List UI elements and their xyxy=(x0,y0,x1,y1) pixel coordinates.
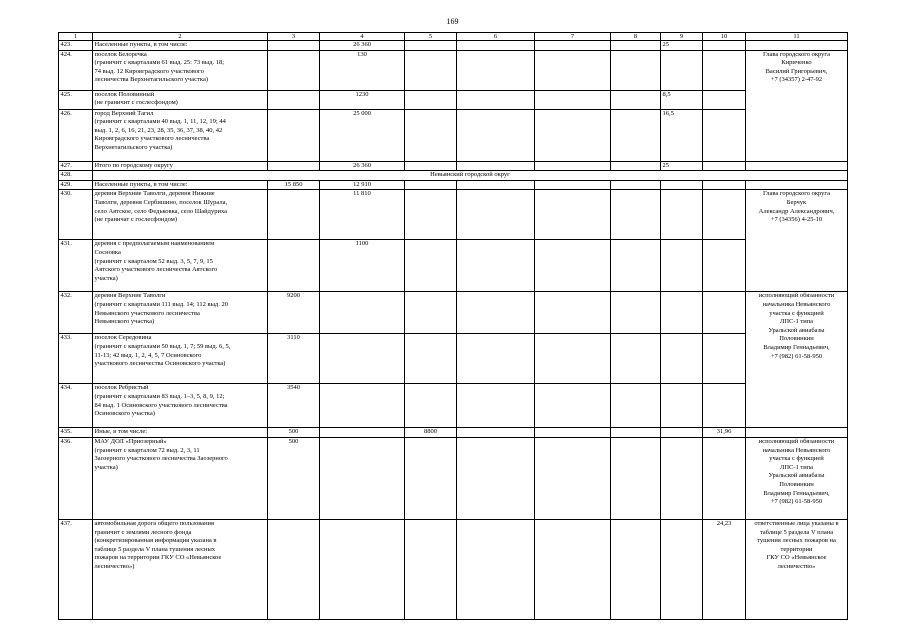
column-header: 9 xyxy=(661,33,703,41)
settlement-name: поселок Ребристый (граничит с кварталами 83 выд. 1–3, 5, 8, 9, 12; 84 выд. 1 Осиновского участкового лесничества Осиновского участка) xyxy=(93,384,268,428)
column-header: 8 xyxy=(611,33,661,41)
row-number: 426. xyxy=(59,109,93,161)
cell-col4 xyxy=(320,437,405,519)
cell-col5 xyxy=(405,180,457,190)
table-row xyxy=(59,519,848,619)
row-number: 429. xyxy=(59,180,93,190)
forest-fire-plan-table xyxy=(58,32,848,620)
cell-col7 xyxy=(535,519,611,619)
row-number: 436. xyxy=(59,437,93,519)
cell-col10 xyxy=(703,437,746,519)
cell-col6 xyxy=(457,90,535,109)
table-row xyxy=(59,90,848,109)
cell-col6 xyxy=(457,519,535,619)
cell-col5 xyxy=(405,90,457,109)
settlement-name: Иные, в том числе: xyxy=(93,428,268,438)
cell-col7 xyxy=(535,190,611,240)
cell-col8 xyxy=(611,384,661,428)
column-header: 10 xyxy=(703,33,746,41)
table-row xyxy=(59,437,848,519)
column-header: 4 xyxy=(320,33,405,41)
row-number: 428. xyxy=(59,171,93,181)
cell-col9 xyxy=(661,50,703,90)
cell-col9 xyxy=(661,334,703,384)
cell-col3 xyxy=(268,190,320,240)
column-header: 11 xyxy=(746,33,848,41)
settlement-name: поселок Белоречка (граничит с кварталами 61 выд. 25: 73 выд. 18; 74 выд. 12 Кировградского участкового лесничества Верхнетагильского участка) xyxy=(93,50,268,90)
cell-col4: 26 360 xyxy=(320,41,405,51)
cell-col5 xyxy=(405,109,457,161)
responsible-contact: исполняющий обязанности начальника Невьянского участка с функцией ЛПС-1 типа Уральской авиабазы Половинкин Владимир Геннадьевич, +7 (982) 61-58-950 xyxy=(746,292,848,428)
column-header: 6 xyxy=(457,33,535,41)
settlement-name: поселок Половинный (не граничит с гослесфондом) xyxy=(93,90,268,109)
cell-col6 xyxy=(457,41,535,51)
cell-col6 xyxy=(457,384,535,428)
cell-col4 xyxy=(320,384,405,428)
cell-col10 xyxy=(703,90,746,109)
cell-col6 xyxy=(457,109,535,161)
row-number: 430. xyxy=(59,190,93,240)
column-header: 1 xyxy=(59,33,93,41)
cell-col8 xyxy=(611,50,661,90)
page-number: 169 xyxy=(446,17,459,26)
table-row xyxy=(59,50,848,90)
table-row xyxy=(59,292,848,334)
cell-col3 xyxy=(268,90,320,109)
cell-col3 xyxy=(268,240,320,292)
cell-col10 xyxy=(703,190,746,240)
cell-col4: 26 360 xyxy=(320,161,405,171)
cell-col10 xyxy=(703,240,746,292)
column-header: 7 xyxy=(535,33,611,41)
column-header-row xyxy=(59,33,848,41)
table-row xyxy=(59,334,848,384)
cell-col9: 8,5 xyxy=(661,90,703,109)
settlement-name: МАУ ДОЛ «Приозерный» (граничит с кварталом 72 выд. 2, 3, 11 Заозерного участкового лесничества Заозерного участка) xyxy=(93,437,268,519)
cell-col4 xyxy=(320,334,405,384)
cell-col6 xyxy=(457,50,535,90)
table-row xyxy=(59,161,848,171)
cell-col4 xyxy=(320,428,405,438)
responsible-contact: Глава городского округа Берчук Александр Александрович, +7 (34356) 4-25-10 xyxy=(746,190,848,292)
cell-col3: 15 850 xyxy=(268,180,320,190)
cell-col9 xyxy=(661,437,703,519)
cell-col10 xyxy=(703,41,746,51)
cell-col8 xyxy=(611,519,661,619)
column-header: 5 xyxy=(405,33,457,41)
row-number: 434. xyxy=(59,384,93,428)
cell-col10 xyxy=(703,384,746,428)
cell-col4: 1100 xyxy=(320,240,405,292)
cell-col3: 9200 xyxy=(268,292,320,334)
cell-col10 xyxy=(703,334,746,384)
cell-col5 xyxy=(405,292,457,334)
table-row xyxy=(59,384,848,428)
row-number: 435. xyxy=(59,428,93,438)
cell-col10: 24,23 xyxy=(703,519,746,619)
column-header: 2 xyxy=(93,33,268,41)
cell-col7 xyxy=(535,109,611,161)
cell-col9 xyxy=(661,428,703,438)
cell-col6 xyxy=(457,292,535,334)
cell-col7 xyxy=(535,428,611,438)
table-row xyxy=(59,240,848,292)
row-number: 437. xyxy=(59,519,93,619)
settlement-name: город Верхний Тагил (граничит с кварталами 40 выд. 1, 11, 12, 19; 44 выд. 1, 2, 6, 16, 21, 23, 28, 35, 36, 37, 38, 40, 42 Кировградского участкового лесничества Верхнетагильского участка) xyxy=(93,109,268,161)
table-row xyxy=(59,190,848,240)
cell-col7 xyxy=(535,50,611,90)
cell-col7 xyxy=(535,384,611,428)
settlement-name: Населенные пункты, в том числе: xyxy=(93,41,268,51)
row-number: 425. xyxy=(59,90,93,109)
cell-col6 xyxy=(457,428,535,438)
cell-col6 xyxy=(457,240,535,292)
cell-col6 xyxy=(457,161,535,171)
cell-col5 xyxy=(405,519,457,619)
cell-col9 xyxy=(661,384,703,428)
cell-col10 xyxy=(703,109,746,161)
cell-col10 xyxy=(703,292,746,334)
cell-col5 xyxy=(405,190,457,240)
cell-col7 xyxy=(535,240,611,292)
cell-col9 xyxy=(661,190,703,240)
table-row xyxy=(59,109,848,161)
cell-col3 xyxy=(268,519,320,619)
row-number: 432. xyxy=(59,292,93,334)
cell-col9: 25 xyxy=(661,161,703,171)
settlement-name: деревня с предполагаемым наименованием Сосновка (граничит с кварталом 52 выд. 3, 5, 7, 9, 15 Аятского участкового лесничества Аятского участка) xyxy=(93,240,268,292)
section-title: Невьянский городской округ xyxy=(93,171,848,181)
cell-col9 xyxy=(661,519,703,619)
cell-col4 xyxy=(320,519,405,619)
column-header: 3 xyxy=(268,33,320,41)
row-number: 431. xyxy=(59,240,93,292)
cell-col7 xyxy=(535,180,611,190)
cell-col4 xyxy=(320,292,405,334)
cell-col8 xyxy=(611,292,661,334)
cell-col3 xyxy=(268,161,320,171)
settlement-name: автомобильная дорога общего пользования граничит с землями лесного фонда (конкретизированная информация указана в таблице 5 раздела V плана тушения лесных пожаров на территории ГКУ СО «Невьянское лесничество») xyxy=(93,519,268,619)
cell-col6 xyxy=(457,334,535,384)
row-number: 424. xyxy=(59,50,93,90)
cell-col10 xyxy=(703,161,746,171)
cell-col8 xyxy=(611,190,661,240)
cell-col5 xyxy=(405,240,457,292)
cell-col5 xyxy=(405,161,457,171)
cell-col9: 16,5 xyxy=(661,109,703,161)
cell-col3: 500 xyxy=(268,437,320,519)
cell-col9 xyxy=(661,292,703,334)
cell-col8 xyxy=(611,334,661,384)
cell-col3 xyxy=(268,109,320,161)
cell-col5 xyxy=(405,334,457,384)
cell-col5: 8800 xyxy=(405,428,457,438)
cell-col9 xyxy=(661,180,703,190)
cell-col6 xyxy=(457,437,535,519)
cell-col4: 25 000 xyxy=(320,109,405,161)
cell-col7 xyxy=(535,90,611,109)
cell-col4: 130 xyxy=(320,50,405,90)
row-number: 433. xyxy=(59,334,93,384)
cell-col8 xyxy=(611,109,661,161)
cell-col7 xyxy=(535,437,611,519)
cell-col8 xyxy=(611,161,661,171)
cell-col10 xyxy=(703,180,746,190)
settlement-name: деревня Верхние Таволги (граничит с кварталами 111 выд. 14; 112 выд. 20 Невьянского участкового лесничества Невьянского участка) xyxy=(93,292,268,334)
settlement-name: деревня Верхние Таволги, деревня Нижние Таволги, деревня Сербишино, поселок Шурала, село Аятское, село Федьковка, село Шайдуриха (не граничат с гослесфондом) xyxy=(93,190,268,240)
cell-col8 xyxy=(611,428,661,438)
cell-col3 xyxy=(268,41,320,51)
cell-col5 xyxy=(405,50,457,90)
cell-col7 xyxy=(535,334,611,384)
cell-col11 xyxy=(746,428,848,438)
cell-col6 xyxy=(457,190,535,240)
section-row xyxy=(59,171,848,181)
table-row xyxy=(59,41,848,51)
cell-col4: 1230 xyxy=(320,90,405,109)
settlement-name: Итого по городскому округу xyxy=(93,161,268,171)
cell-col11 xyxy=(746,41,848,51)
cell-col10: 31,96 xyxy=(703,428,746,438)
cell-col4: 11 810 xyxy=(320,190,405,240)
cell-col11 xyxy=(746,180,848,190)
cell-col4: 12 910 xyxy=(320,180,405,190)
cell-col8 xyxy=(611,90,661,109)
responsible-contact: исполняющий обязанности начальника Невьянского участка с функцией ЛПС-1 типа Уральской авиабазы Половинкин Владимир Геннадьевич, +7 (982) 61-58-950 xyxy=(746,437,848,519)
cell-col11 xyxy=(746,161,848,171)
cell-col5 xyxy=(405,41,457,51)
cell-col3: 500 xyxy=(268,428,320,438)
cell-col3: 3110 xyxy=(268,334,320,384)
row-number: 423. xyxy=(59,41,93,51)
responsible-contact: Глава городского округа Кириченко Василий Григорьевич, +7 (34357) 2-47-92 xyxy=(746,50,848,161)
cell-col5 xyxy=(405,384,457,428)
cell-col6 xyxy=(457,180,535,190)
cell-col3: 3540 xyxy=(268,384,320,428)
responsible-contact: ответственные лица указаны в таблице 5 раздела V плана тушения лесных пожаров на территории ГКУ СО «Невьянское лесничество» xyxy=(746,519,848,619)
cell-col10 xyxy=(703,50,746,90)
cell-col7 xyxy=(535,41,611,51)
cell-col9 xyxy=(661,240,703,292)
cell-col7 xyxy=(535,292,611,334)
settlement-name: Населенные пункты, в том числе: xyxy=(93,180,268,190)
row-number: 427. xyxy=(59,161,93,171)
cell-col9: 25 xyxy=(661,41,703,51)
cell-col8 xyxy=(611,41,661,51)
cell-col8 xyxy=(611,180,661,190)
settlement-name: поселок Середовина (граничит с кварталами 50 выд. 1, 7; 59 выд. 6, 5, 11-13; 42 выд. 1, 2, 4, 5, 7 Осиновского участкового лесничества Осиновского участка) xyxy=(93,334,268,384)
cell-col8 xyxy=(611,437,661,519)
cell-col3 xyxy=(268,50,320,90)
cell-col8 xyxy=(611,240,661,292)
cell-col5 xyxy=(405,437,457,519)
table-row xyxy=(59,180,848,190)
cell-col7 xyxy=(535,161,611,171)
table-row xyxy=(59,428,848,438)
